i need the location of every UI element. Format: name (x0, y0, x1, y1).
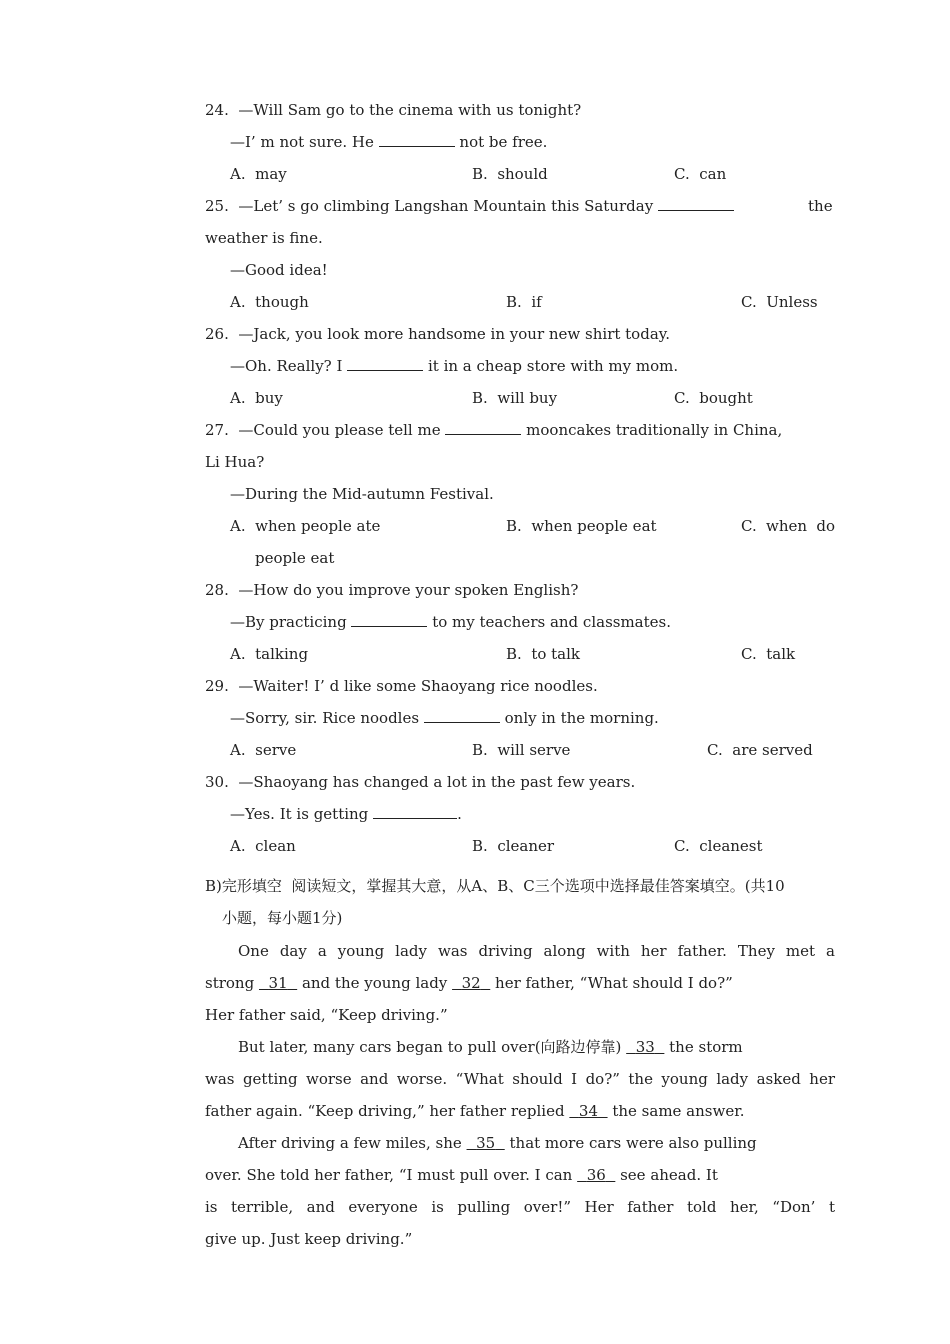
q28-option-a: A. talking (230, 645, 309, 663)
passage-p3-line2: over. She told her father, “I must pull over. I can 36 see ahead. It (205, 1166, 718, 1184)
blank-32: 32 (461, 974, 481, 992)
q24-question: 24. —Will Sam go to the cinema with us tonight? (205, 101, 582, 119)
q26-option-c: C. bought (674, 389, 753, 407)
answer-blank (445, 420, 521, 435)
q24-option-a: A. may (230, 165, 287, 183)
q30-option-a: A. clean (230, 837, 296, 855)
passage-p2-line2: was getting worse and worse. “What should I do?” the young lady asked her (205, 1070, 835, 1088)
passage-p1-line3: Her father said, “Keep driving.” (205, 1006, 448, 1024)
answer-blank (379, 132, 455, 147)
blank-36: 36 (586, 1166, 606, 1184)
blank-34: 34 (578, 1102, 599, 1120)
q27-option-c: C. when do (741, 517, 835, 535)
answer-blank (347, 356, 423, 371)
passage-p3-line4: give up. Just keep driving.” (205, 1230, 413, 1248)
q29-option-a: A. serve (230, 741, 297, 759)
section-b-heading: B)完形填空 阅读短文，掌握其大意，从A、B、C三个选项中选择最佳答案填空。(共10 (205, 877, 785, 895)
q26-option-b: B. will buy (472, 389, 558, 407)
q28-option-b: B. to talk (506, 645, 581, 663)
q28-option-c: C. talk (741, 645, 796, 663)
answer-blank (373, 804, 457, 819)
blank-33: 33 (635, 1038, 655, 1056)
passage-p3-line1: After driving a few miles, she 35 that more cars were also pulling (238, 1134, 757, 1152)
q30-option-c: C. cleanest (674, 837, 763, 855)
blank-35: 35 (476, 1134, 496, 1152)
answer-blank (424, 708, 500, 723)
q25-option-c: C. Unless (741, 293, 818, 311)
q24-option-c: C. can (674, 165, 727, 183)
passage-p1-line2: strong 31 and the young lady 32 her father, “What should I do?” (205, 974, 733, 992)
q25-reply: —Good idea! (230, 261, 328, 279)
q30-reply: —Yes. It is getting . (230, 805, 462, 823)
q29-reply: —Sorry, sir. Rice noodles only in the morning. (230, 709, 659, 727)
q27-option-b: B. when people eat (506, 517, 657, 535)
q25-question: 25. —Let’ s go climbing Langshan Mountain this Saturday (205, 196, 734, 216)
q27-question: 27. —Could you please tell me mooncakes traditionally in China, (205, 421, 783, 439)
q25-option-a: A. though (230, 293, 309, 311)
section-b-heading-cont: 小题，每小题1分) (222, 909, 343, 927)
q27-option-c-cont: people eat (255, 549, 335, 567)
q30-question: 30. —Shaoyang has changed a lot in the past few years. (205, 773, 636, 791)
q24-reply: —I’ m not sure. He not be free. (230, 133, 548, 151)
q29-option-c: C. are served (707, 741, 813, 759)
q29-question: 29. —Waiter! I’ d like some Shaoyang rice noodles. (205, 677, 598, 695)
q25-option-b: B. if (506, 293, 542, 311)
q27-question-cont: Li Hua? (205, 453, 265, 471)
q30-option-b: B. cleaner (472, 837, 555, 855)
q26-option-a: A. buy (230, 389, 283, 407)
passage-p2-line3: father again. “Keep driving,” her father replied 34 the same answer. (205, 1102, 745, 1120)
q29-option-b: B. will serve (472, 741, 571, 759)
answer-blank (658, 196, 734, 211)
q27-option-a: A. when people ate (230, 517, 381, 535)
q27-reply: —During the Mid-autumn Festival. (230, 485, 494, 503)
q25-question-end: the (808, 197, 833, 215)
q26-reply: —Oh. Really? I it in a cheap store with my mom. (230, 357, 679, 375)
q28-question: 28. —How do you improve your spoken English? (205, 581, 579, 599)
passage-p1-line1: One day a young lady was driving along with her father. They met a (238, 942, 835, 960)
q24-option-b: B. should (472, 165, 548, 183)
q25-question-cont: weather is fine. (205, 229, 323, 247)
blank-31: 31 (268, 974, 288, 992)
q26-question: 26. —Jack, you look more handsome in your new shirt today. (205, 325, 671, 343)
answer-blank (351, 612, 427, 627)
passage-p2-line1: But later, many cars began to pull over(向路边停靠) 33 the storm (238, 1038, 743, 1056)
q28-reply: —By practicing to my teachers and classmates. (230, 613, 671, 631)
passage-p3-line3: is terrible, and everyone is pulling over!” Her father told her, “Don’ t (205, 1198, 835, 1216)
